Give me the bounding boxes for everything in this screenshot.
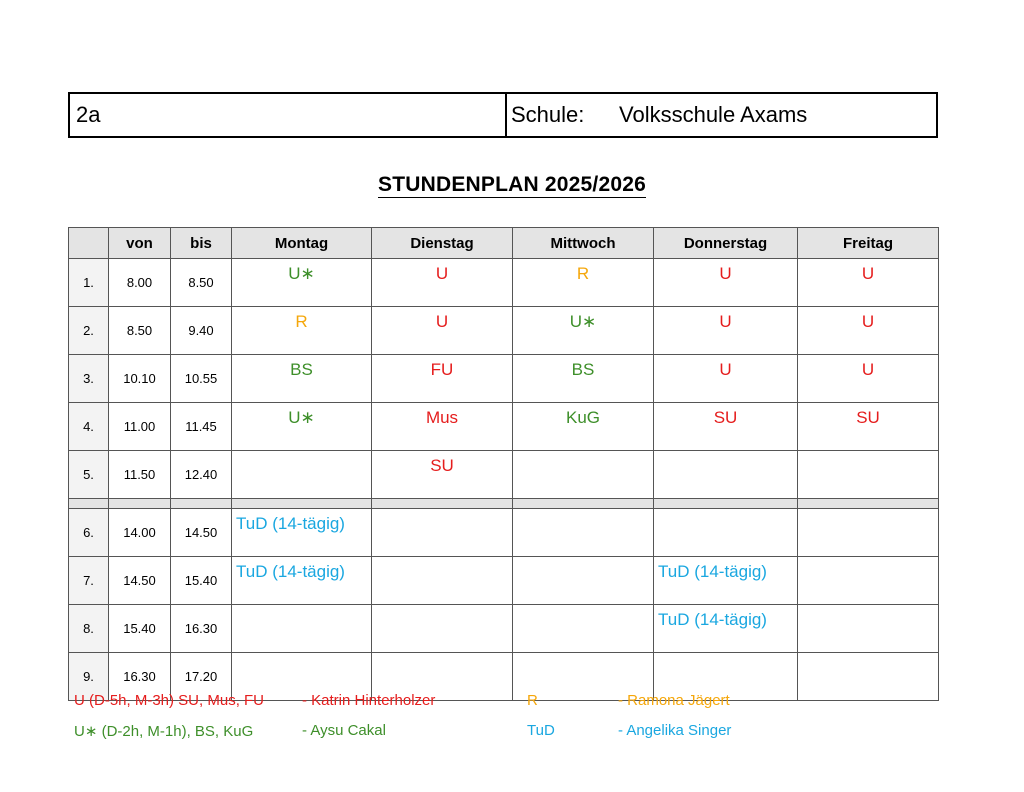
time-von: 14.00 — [109, 509, 171, 557]
cell-dienstag: FU — [372, 355, 513, 403]
cell-dienstag: U — [372, 307, 513, 355]
period-number: 5. — [69, 451, 109, 499]
cell-donnerstag: TuD (14-tägig) — [654, 605, 798, 653]
cell-mittwoch: R — [513, 259, 654, 307]
header-bis: bis — [171, 228, 232, 259]
cell-mittwoch — [513, 509, 654, 557]
cell-donnerstag — [654, 509, 798, 557]
time-bis: 17.20 — [171, 653, 232, 701]
table-row — [69, 355, 939, 403]
time-von: 10.10 — [109, 355, 171, 403]
cell-montag: U∗ — [232, 403, 372, 451]
time-bis: 11.45 — [171, 403, 232, 451]
time-bis: 14.50 — [171, 509, 232, 557]
cell-donnerstag: U — [654, 259, 798, 307]
cell-montag — [232, 605, 372, 653]
cell-montag: R — [232, 307, 372, 355]
cell-donnerstag: TuD (14-tägig) — [654, 557, 798, 605]
period-number: 2. — [69, 307, 109, 355]
period-number: 4. — [69, 403, 109, 451]
time-bis: 15.40 — [171, 557, 232, 605]
time-von: 11.50 — [109, 451, 171, 499]
time-bis: 8.50 — [171, 259, 232, 307]
cell-freitag: SU — [798, 403, 939, 451]
cell-freitag: U — [798, 259, 939, 307]
header-num — [69, 228, 109, 259]
school-label: Schule: — [511, 102, 585, 127]
legend-r-subject: R — [527, 692, 538, 709]
cell-dienstag: Mus — [372, 403, 513, 451]
legend-u-teacher: - Katrin Hinterholzer — [302, 692, 436, 709]
cell-freitag — [798, 451, 939, 499]
cell-freitag — [798, 605, 939, 653]
cell-mittwoch: U∗ — [513, 307, 654, 355]
cell-mittwoch: BS — [513, 355, 654, 403]
time-von: 14.50 — [109, 557, 171, 605]
cell-montag: U∗ — [232, 259, 372, 307]
header-mittwoch: Mittwoch — [513, 228, 654, 259]
cell-donnerstag: U — [654, 307, 798, 355]
table-header-row — [69, 228, 939, 259]
period-number: 1. — [69, 259, 109, 307]
page-title-wrap — [0, 173, 1024, 197]
period-number: 3. — [69, 355, 109, 403]
period-number: 9. — [69, 653, 109, 701]
cell-freitag — [798, 557, 939, 605]
legend-tud-teacher: - Angelika Singer — [618, 722, 732, 739]
legend-ustar-teacher: - Aysu Cakal — [302, 722, 386, 739]
cell-dienstag — [372, 605, 513, 653]
header-box — [68, 92, 938, 138]
time-bis: 9.40 — [171, 307, 232, 355]
cell-mittwoch: KuG — [513, 403, 654, 451]
table-row — [69, 509, 939, 557]
cell-freitag: U — [798, 307, 939, 355]
table-row — [69, 403, 939, 451]
time-bis: 16.30 — [171, 605, 232, 653]
table-row — [69, 259, 939, 307]
cell-dienstag — [372, 509, 513, 557]
cell-donnerstag — [654, 451, 798, 499]
time-von: 11.00 — [109, 403, 171, 451]
school-name: Volksschule Axams — [619, 102, 808, 127]
page-title: STUNDENPLAN 2025/2026 — [378, 173, 646, 196]
table-row — [69, 451, 939, 499]
legend-ustar-subjects: U∗ (D-2h, M-1h), BS, KuG — [74, 723, 254, 740]
header-dienstag: Dienstag — [372, 228, 513, 259]
timetable — [68, 227, 939, 701]
period-number: 7. — [69, 557, 109, 605]
cell-freitag: U — [798, 355, 939, 403]
cell-mittwoch — [513, 605, 654, 653]
time-von: 16.30 — [109, 653, 171, 701]
header-von: von — [109, 228, 171, 259]
header-donnerstag: Donnerstag — [654, 228, 798, 259]
cell-dienstag: U — [372, 259, 513, 307]
cell-montag: TuD (14-tägig) — [232, 509, 372, 557]
class-name: 2a — [70, 94, 507, 136]
cell-freitag — [798, 653, 939, 701]
legend-u-subjects: U (D-5h, M-3h) SU, Mus, FU — [74, 692, 265, 709]
cell-montag — [232, 451, 372, 499]
cell-dienstag — [372, 557, 513, 605]
time-von: 15.40 — [109, 605, 171, 653]
lunch-break-row — [69, 499, 939, 509]
table-row — [69, 605, 939, 653]
time-von: 8.00 — [109, 259, 171, 307]
cell-donnerstag: SU — [654, 403, 798, 451]
cell-freitag — [798, 509, 939, 557]
period-number: 8. — [69, 605, 109, 653]
period-number: 6. — [69, 509, 109, 557]
table-row — [69, 307, 939, 355]
legend-r-teacher: - Ramona Jägert — [618, 692, 730, 709]
time-bis: 10.55 — [171, 355, 232, 403]
cell-montag: BS — [232, 355, 372, 403]
legend-tud-subject: TuD — [527, 722, 555, 739]
cell-dienstag: SU — [372, 451, 513, 499]
header-montag: Montag — [232, 228, 372, 259]
time-von: 8.50 — [109, 307, 171, 355]
school-field — [507, 94, 936, 136]
cell-mittwoch — [513, 451, 654, 499]
header-freitag: Freitag — [798, 228, 939, 259]
cell-donnerstag: U — [654, 355, 798, 403]
cell-montag: TuD (14-tägig) — [232, 557, 372, 605]
table-row — [69, 557, 939, 605]
time-bis: 12.40 — [171, 451, 232, 499]
cell-mittwoch — [513, 557, 654, 605]
